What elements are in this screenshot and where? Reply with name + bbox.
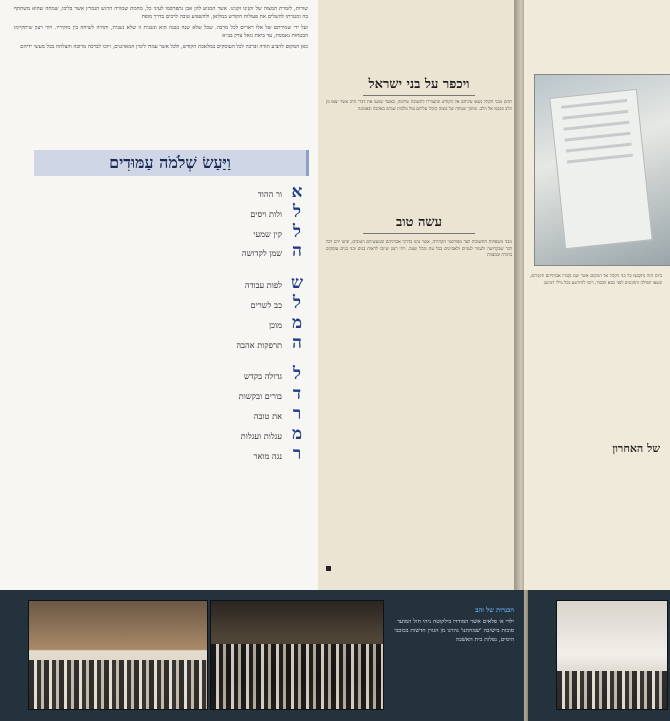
acrostic-row — [14, 424, 308, 444]
acrostic-letter: א — [291, 182, 303, 202]
acrostic-phrase: כב לשרים — [250, 299, 282, 310]
acrostic-row — [14, 202, 308, 222]
acrostic-list — [14, 182, 308, 463]
acrostic-row — [14, 273, 308, 293]
left-page — [0, 0, 318, 590]
acrostic-row — [14, 384, 308, 404]
acrostic-row — [14, 241, 308, 261]
acrostic-letter: מ — [291, 312, 303, 333]
event-photo-crowd — [210, 600, 384, 710]
article-text: מבני משפחות החשובות לצד מפורסמי הקהילה, אשר נהגו בדרכי אבותיהם ובמעשיהם הטובים, ונתנו ידם לכל דבר שבקדושה ולעזור לעניים ולאביונים בכל עת ובכל שעה. ויהי רצון שיזכו לראות בנים ובני בנים עוסקים בתורה ובמצוות — [326, 240, 512, 258]
acrostic-letter: מ — [291, 423, 303, 444]
end-mark — [326, 566, 331, 571]
intro-paragraph: שורות, לזמרת המצוה של זקנינו זקנינו. אשר המגיע להן אכן נתפרסמו לעיני כל, מחמת שמורה הרגש הנמרץ אשר בליבו, שמחה שהוא משתתף בה ומטרתו להשלים את פעולות הקודש במלואן, ולהשפיע טובה לרבים בדרך מופת — [14, 6, 308, 20]
acrostic-row — [14, 182, 308, 202]
acrostic-phrase: תרפקות אהבה — [236, 339, 282, 350]
acrostic-phrase: מוכן — [268, 319, 282, 330]
acrostic-letter: ה — [292, 241, 302, 262]
acrostic-row — [14, 222, 308, 242]
acrostic-row — [14, 333, 308, 353]
event-photo-children — [556, 600, 668, 710]
article-title: ויכפר על בני ישראל — [326, 76, 512, 96]
acrostic-phrase: ולות ויסים — [250, 208, 282, 219]
acrostic-letter: ש — [290, 273, 304, 294]
section-title: וַיַּעַשׂ שְׁלֹמֹה עַמּוּדִים — [109, 153, 231, 172]
right-page — [524, 0, 670, 590]
acrostic-letter: ר — [292, 443, 302, 464]
acrostic-row — [14, 364, 308, 384]
article-title: עשה טוב — [326, 214, 512, 234]
acrostic-letter: ל — [293, 364, 301, 385]
intro-paragraph: ועל ידי שמירתם של אלו ראויים לכל מרבה. שכל שלא שנה נשנה הוא ונשנית זו שלא נשנית, ותהיה לשיחה בין מוקיריו. ויהי רצון שיתקיימו הבטחות נאמנות, עד ביאת גואל צדק בב״א — [14, 25, 308, 39]
event-photo-table — [28, 600, 208, 710]
acrostic-phrase: בורים ובקשות — [238, 391, 282, 402]
acrostic-letter: ר — [292, 403, 302, 424]
acrostic-row — [14, 444, 308, 464]
acrostic-row — [14, 313, 308, 333]
acrostic-letter: ל — [293, 292, 301, 313]
acrostic-row — [14, 293, 308, 313]
acrostic-phrase: את טובה — [253, 410, 282, 421]
acrostic-phrase: נגה מואר — [253, 450, 282, 461]
acrostic-phrase: שמן לקדושה — [241, 248, 282, 259]
right-column-text: ביום הזה נתקבצו כל בני הקהל אל המקום אשר שם נקברו אבותיהם וזקניהם, ונשאו תפילה ותחנונים לפני כסא הכבוד, ויזכו להיוושע בכל מילי דמיטב — [530, 274, 662, 286]
intro-text — [14, 6, 308, 56]
acrostic-phrase: לפות עבודה — [244, 280, 282, 291]
acrostic-row — [14, 404, 308, 424]
acrostic-phrase: קין שמעי — [253, 228, 282, 239]
middle-page — [318, 0, 518, 590]
gravestone-photo — [534, 74, 670, 266]
acrostic-letter: ל — [293, 201, 301, 222]
caption-text: ילדי א׳ פלאים אשר המודדו בילקוטה ניהי חול המועד סוכות בישיבה 'שמחתנו' נהרגו מן הגורן חדשות בכוכבי הימים, נפלות בית האשכה — [394, 619, 514, 643]
gravestone — [549, 89, 652, 249]
acrostic-phrase: גדולה בקדש — [244, 371, 282, 382]
acrostic-letter: ל — [293, 221, 301, 242]
acrostic-letter: ד — [292, 384, 302, 405]
article-text: רבים מבני הקהל נשאו עיניהם אל הקודש ונתעוררו לתשובה שלימה, כאשר שמעו את דברי הרב אשר יצאו מן הלב ונכנסו אל הלב. ומתוך שמחה של מצוה קיבלו עליהם עול מלכות שמים באהבה ובאמונה — [326, 100, 512, 112]
photo-strip-right — [528, 590, 670, 721]
acrostic-phrase: ור ההוד — [257, 189, 282, 199]
right-section-title: של האחרון — [612, 442, 660, 455]
acrostic-phrase: עגלות ועגלות — [240, 430, 282, 441]
intro-paragraph: כאן המקום להביע תודה וברכה לכל העוסקים במלאכת הקודש, ולכל אשר עמדו לימין המארגנים, ויזכו לברכה מרובה והצלחה בכל מעשי ידיהם — [20, 44, 308, 51]
acrostic-letter: ה — [292, 332, 302, 353]
caption-title: הכנרות של זהב — [475, 606, 514, 614]
